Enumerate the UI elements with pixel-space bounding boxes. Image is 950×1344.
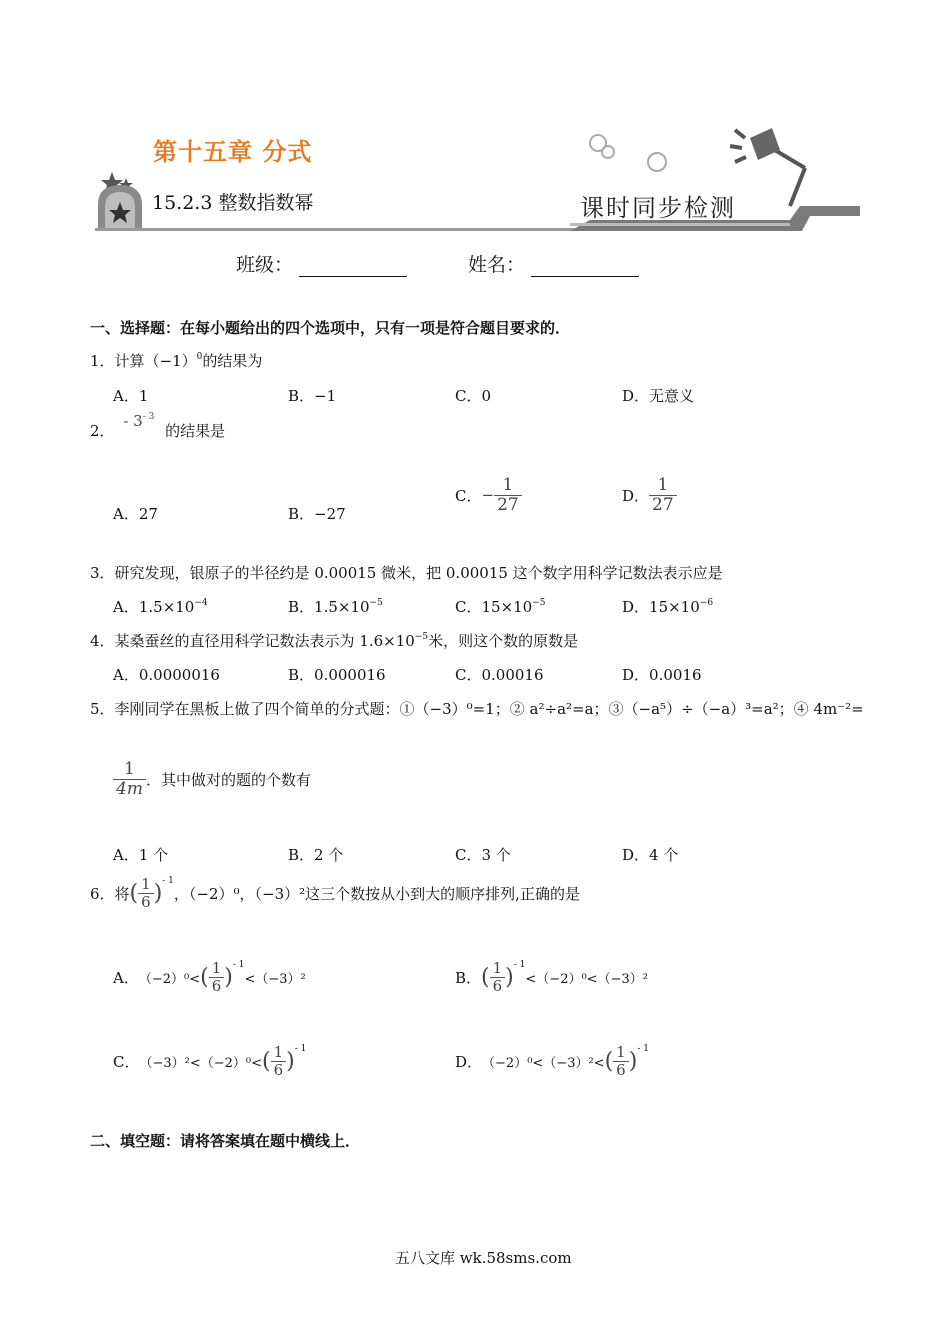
q2-option-a[interactable]: A．27 (113, 505, 158, 523)
section1-title: 一、选择题：在每小题给出的四个选项中，只有一项是符合题目要求的． (90, 319, 571, 337)
q5-option-d[interactable]: D．4 个 (622, 846, 679, 864)
chapter-title: 第十五章 分式 (153, 138, 313, 166)
class-field (236, 250, 407, 277)
question-4: 4．某桑蚕丝的直径用科学记数法表示为 $1.6\times 10^{-5}$米，则这个数的原数是 (90, 632, 579, 650)
question-2: 2． - $3^{- 3}$ 的结果是 (90, 412, 226, 440)
q6-option-d[interactable]: D．（−2）⁰<（−3）²<( $\frac{1}{6}$ )$^{- 1}$ (455, 1043, 649, 1079)
q3-option-c[interactable]: C．$15\times 10^{-5}$ (455, 598, 546, 616)
q6-option-a[interactable]: A．（−2）⁰<( $\frac{1}{6}$ )$^{- 1}$<（−3）² (113, 959, 306, 995)
name-label: 姓名： (468, 254, 526, 276)
footer-watermark: 五八文库 wk.58sms.com (395, 1249, 572, 1267)
q4-option-c[interactable]: C．0.00016 (455, 666, 544, 684)
question-3: 3．研究发现，银原子的半径约是 0.00015 微米，把 0.00015 这个数字用科学记数法表示应是 (90, 564, 723, 582)
q3-option-b[interactable]: B．$1.5\times 10^{-5}$ (288, 598, 383, 616)
name-blank[interactable] (531, 256, 639, 277)
question-6: 6．将( $\frac{1}{6}$ )$^{- 1}$，（−2）⁰，（−3）²这三个数按从小到大的顺序排列,正确的是 (90, 875, 580, 911)
fraction: $\frac{1}{6}$ (138, 876, 154, 910)
bubble-icon (648, 153, 666, 171)
fraction: $\frac{1}{27}$ (494, 476, 522, 514)
q4-option-d[interactable]: D．0.0016 (622, 666, 702, 684)
q2-option-d[interactable]: D． $\frac{1}{27}$ (622, 476, 677, 514)
fraction: $\frac{1}{27}$ (649, 476, 677, 514)
q1-option-b[interactable]: B．−1 (288, 387, 337, 405)
q5-option-b[interactable]: B．2 个 (288, 846, 344, 864)
bubble-icon (602, 146, 614, 158)
question-1: 1．计算$(-1)^0$的结果为 (90, 352, 263, 370)
q4-option-b[interactable]: B．0.000016 (288, 666, 386, 684)
q4-option-a[interactable]: A．0.0000016 (113, 666, 220, 684)
lesson-title: 15.2.3 整数指数幂 (152, 192, 314, 214)
q1-option-d[interactable]: D．无意义 (622, 387, 695, 405)
q1-option-c[interactable]: C．0 (455, 387, 492, 405)
header-banner-graphic (90, 110, 865, 235)
class-label: 班级： (236, 254, 294, 276)
name-field (468, 250, 639, 277)
q2-option-c[interactable]: C．− $\frac{1}{27}$ (455, 476, 522, 514)
section2-title: 二、填空题：请将答案填在题中横线上． (90, 1132, 361, 1150)
q3-option-d[interactable]: D．$15\times 10^{-6}$ (622, 598, 714, 616)
q3-option-a[interactable]: A．$1.5\times 10^{-4}$ (113, 598, 208, 616)
class-blank[interactable] (299, 256, 407, 277)
question-5-cont: $\frac{1}{4m}$ ．其中做对的题的个数有 (113, 760, 311, 798)
q5-option-a[interactable]: A．1 个 (113, 846, 169, 864)
banner-text: 课时同步检测 (580, 194, 736, 222)
fraction: $\frac{1}{4m}$ (113, 760, 146, 798)
question-5: 5．李刚同学在黑板上做了四个简单的分式题：①（−3）⁰=1；② a²÷a²=a；③（−a⁵）÷（−a）³=a²；④ 4m⁻²= (90, 700, 864, 718)
q6-option-b[interactable]: B．( $\frac{1}{6}$ )$^{- 1}$<（−2）⁰<（−3）² (455, 959, 648, 995)
q5-option-c[interactable]: C．3 个 (455, 846, 511, 864)
q6-option-c[interactable]: C．（−3）²<（−2）⁰<( $\frac{1}{6}$ )$^{- 1}$ (113, 1043, 307, 1079)
q2-option-b[interactable]: B．−27 (288, 505, 346, 523)
q1-option-a[interactable]: A．1 (113, 387, 149, 405)
